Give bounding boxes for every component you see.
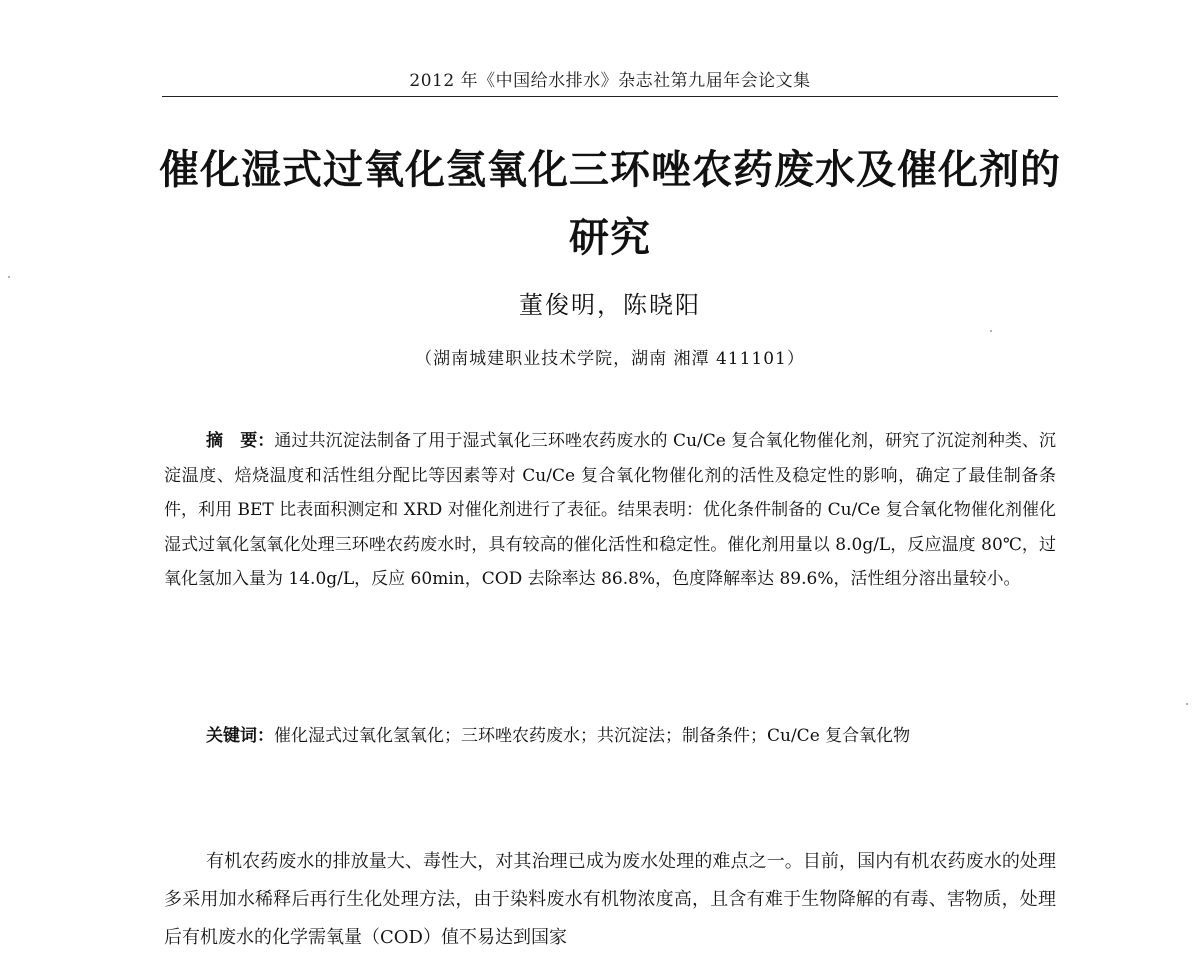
keywords-text: 催化湿式过氧化氢氧化；三环唑农药废水；共沉淀法；制备条件；Cu/Ce 复合氧化物 [274,726,911,746]
running-header: 2012 年《中国给水排水》杂志社第九届年会论文集 [409,71,811,91]
scan-speck [990,330,992,332]
paper-title: 催化湿式过氧化氢氧化三环唑农药废水及催化剂的研究 [159,147,1061,261]
abstract-paragraph [164,424,1056,597]
abstract-text: 通过共沉淀法制备了用于湿式氧化三环唑农药废水的 Cu/Ce 复合氧化物催化剂，研究了沉淀剂种类、沉淀温度、焙烧温度和活性组分配比等因素等对 Cu/Ce 复合氧化物催化剂的活性及稳定性的影响，确定了最佳制备条件，利用 BET 比表面积测定和 XRD 对催化剂进行了表征。结果表明：优化条件制备的 Cu/Ce 复合氧化物催化剂催化湿式过氧化氢氧化处理三环唑农药废水时，具有较高的催化活性和稳定性。催化剂用量以 8.0g/L，反应温度 80℃，过氧化氢加入量为 14.0g/L，反应 60min，COD 去除率达 86.8%，色度降解率达 89.6%，活性组分溶出量较小。 [164,431,1057,589]
keywords-label: 关键词： [206,726,274,746]
body-paragraph: 有机农药废水的排放量大、毒性大，对其治理已成为废水处理的难点之一。目前，国内有机农药废水的处理多采用加水稀释后再行生化处理方法，由于染料废水有机物浓度高，且含有难于生物降解的有毒、害物质，处理后有机废水的化学需氧量（COD）值不易达到国家 [164,851,1056,948]
scan-speck [1186,703,1188,705]
abstract-label: 摘 要： [206,431,275,451]
paper-authors: 董俊明，陈晓阳 [519,291,701,319]
keywords-paragraph [164,718,1056,754]
author-affiliation: （湖南城建职业技术学院，湖南 湘潭 411101） [415,349,805,369]
header-rule [162,96,1058,97]
scan-speck [8,276,10,278]
